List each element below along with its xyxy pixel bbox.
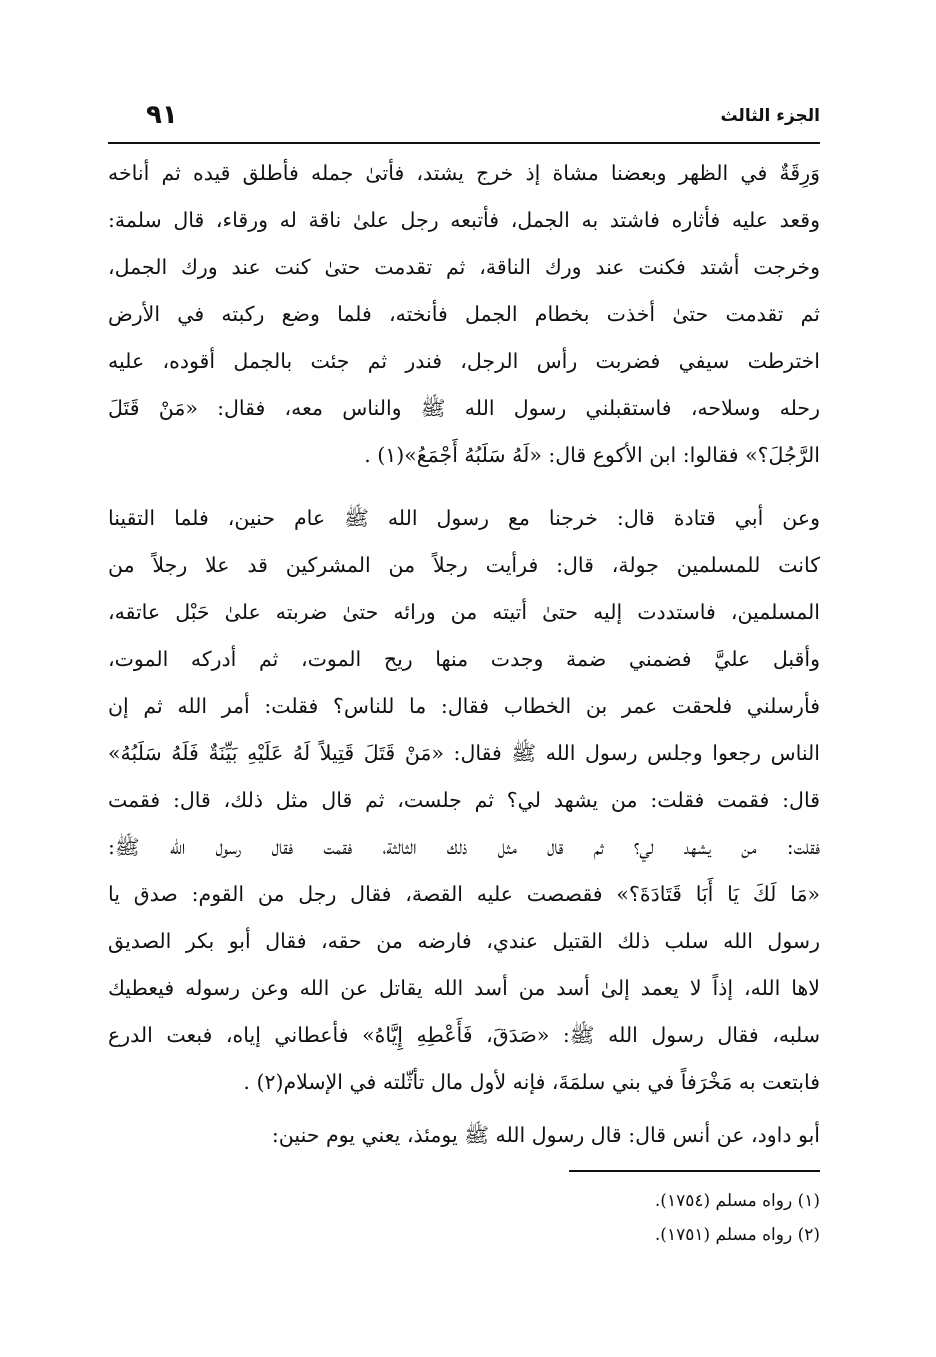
text-line: كانت للمسلمين جولة، قال: فرأيت رجلاً من المشركين قد علا رجلاً من <box>108 553 820 577</box>
text-line: ثم تقدمت حتىٰ أخذت بخطام الجمل فأنخته، فلما وضع ركبته في الأرض <box>108 302 820 326</box>
text-line: أبو داود، عن أنس قال: قال رسول الله ﷺ يومئذ، يعني يوم حنين: <box>271 1123 820 1147</box>
text-line: الرَّجُلَ؟» فقالوا: ابن الأكوع قال: «لَهُ سَلَبُهُ أَجْمَعُ»(١) . <box>364 443 820 467</box>
header-divider <box>108 142 820 144</box>
footnote-1: (١) رواه مسلم (١٧٥٤). <box>654 1191 820 1211</box>
text-line: فأرسلني فلحقت عمر بن الخطاب فقال: ما للناس؟ فقلت: أمر الله ثم إن <box>108 694 820 718</box>
footnote-2: (٢) رواه مسلم (١٧٥١). <box>654 1225 820 1245</box>
part-title: الجزء الثالث <box>720 106 820 126</box>
page-number: ٩١ <box>146 100 178 130</box>
footnotes <box>108 1184 820 1252</box>
text-line: وأقبل عليَّ فضمني ضمة وجدت منها ريح الموت، ثم أدركه الموت، <box>108 647 820 671</box>
text-line: المسلمين، فاستددت إليه حتىٰ أتيته من ورائه حتىٰ ضربته علىٰ حَبْل عاتقه، <box>108 600 820 624</box>
text-line: وقعد عليه فأثاره فاشتد به الجمل، فأتبعه رجل علىٰ ناقة له ورقاء، قال سلمة: <box>108 208 820 232</box>
text-line: وعن أبي قتادة قال: خرجنا مع رسول الله ﷺ عام حنين، فلما التقينا <box>108 506 820 530</box>
text-line: الناس رجعوا وجلس رسول الله ﷺ فقال: «مَنْ قَتَلَ قَتِيلاً لَهُ عَلَيْهِ بَيِّنَةٌ فَلَهُ سَلَبُهُ» <box>108 741 820 765</box>
paragraph-1 <box>108 150 820 479</box>
text-line: وخرجت أشتد فكنت عند ورك الناقة، ثم تقدمت حتىٰ كنت عند ورك الجمل، <box>108 255 820 279</box>
text-line: وَرِقَةٌ في الظهر وبعضنا مشاة إذ خرج يشتد، فأتىٰ جمله فأطلق قيده ثم أناخه <box>108 161 820 185</box>
text-line: اخترطت سيفي فضربت رأس الرجل، فندر ثم جئت بالجمل أقوده، عليه <box>108 349 820 373</box>
text-line: رحله وسلاحه، فاستقبلني رسول الله ﷺ والناس معه، فقال: «مَنْ قَتَلَ <box>108 396 820 420</box>
page-header <box>108 100 820 136</box>
text-line: رسول الله سلب ذلك القتيل عندي، فارضه من حقه، فقال أبو بكر الصديق <box>108 929 820 953</box>
text-line: فقلت: من يشهد لي؟ ثم قال مثل ذلك الثالثة، فقمت فقال رسول الله ﷺ: <box>108 835 820 859</box>
paragraph-3 <box>108 1112 820 1159</box>
text-line: سلبه، فقال رسول الله ﷺ: «صَدَقَ، فَأَعْطِهِ إِيَّاهُ» فأعطاني إياه، فبعت الدرع <box>108 1023 820 1047</box>
text-line: «مَا لَكَ يَا أَبَا قَتَادَةَ؟» فقصصت عليه القصة، فقال رجل من القوم: صدق يا <box>108 882 820 906</box>
paragraph-2 <box>108 495 820 1106</box>
text-line: قال: فقمت فقلت: من يشهد لي؟ ثم جلست، ثم قال مثل ذلك، قال: فقمت <box>108 788 820 812</box>
footnote-divider <box>569 1170 820 1172</box>
text-line: فابتعت به مَخْرَفاً في بني سلمَةَ، فإنه لأول مال تأثّلته في الإسلام(٢) . <box>243 1070 820 1094</box>
text-line: لاها الله، إذاً لا يعمد إلىٰ أسد من أسد الله يقاتل عن الله وعن رسوله فيعطيك <box>108 976 820 1000</box>
